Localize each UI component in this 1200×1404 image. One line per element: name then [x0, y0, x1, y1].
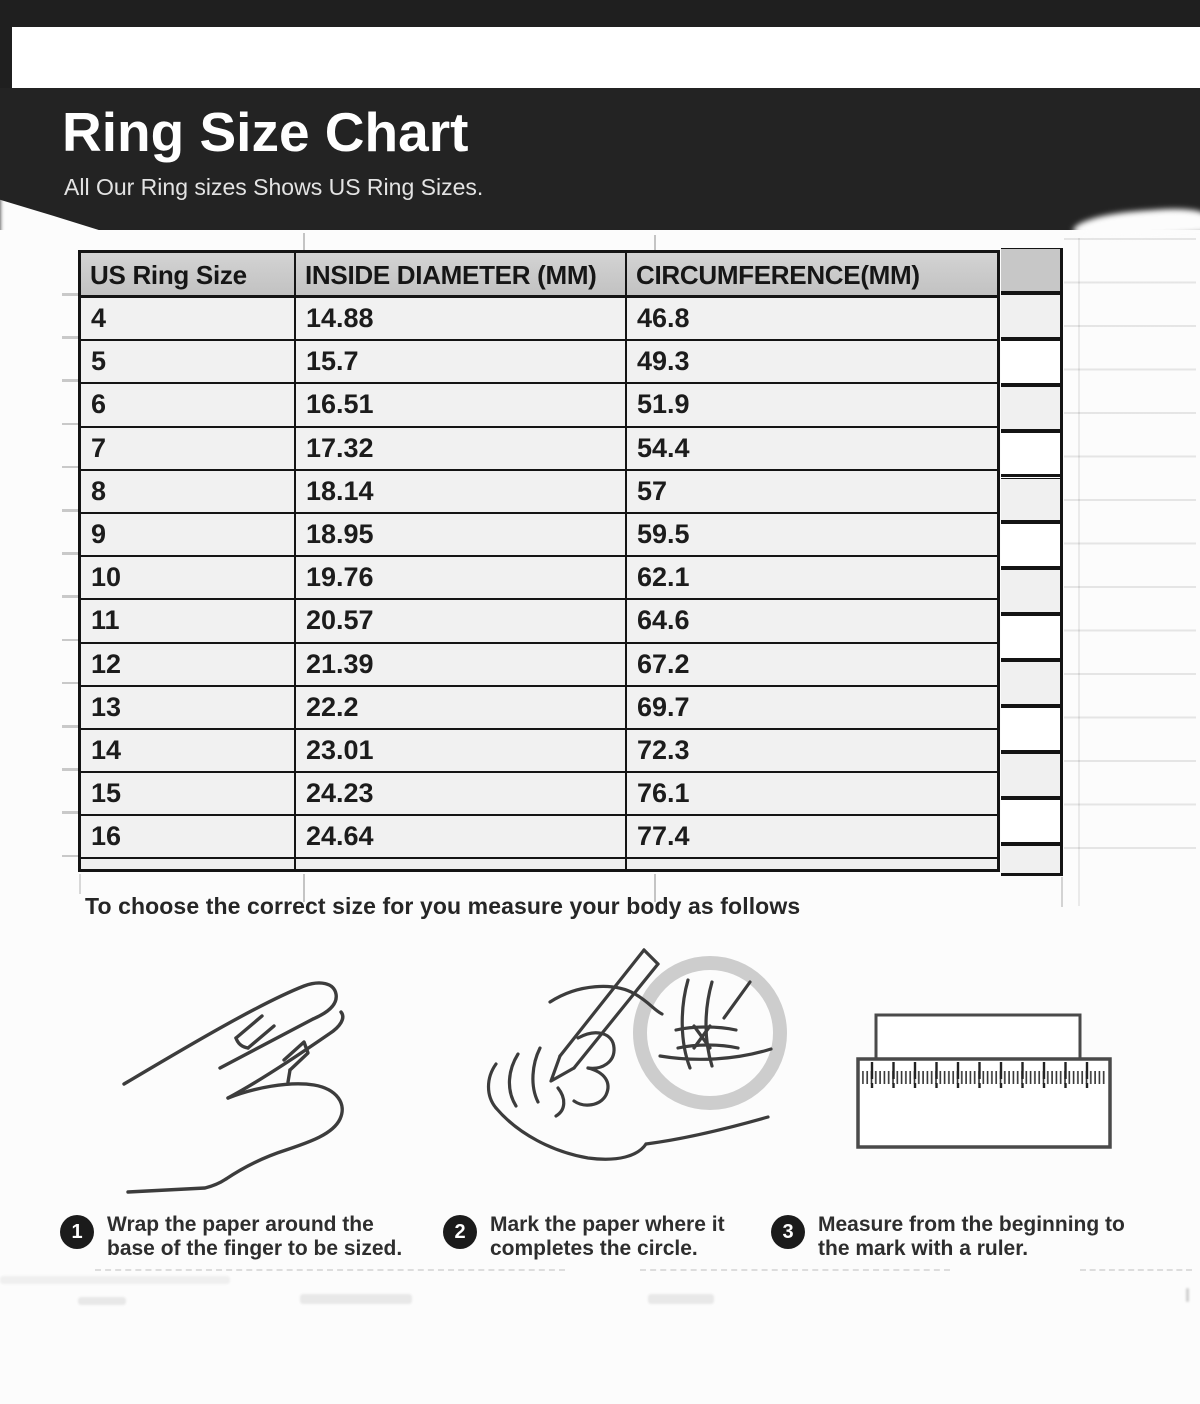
grid-tick — [62, 466, 79, 469]
table-cell: 51.9 — [627, 384, 997, 427]
step-2-number-badge — [443, 1215, 477, 1249]
table-cell: 14 — [81, 730, 296, 773]
offset-column-cell — [1001, 248, 1063, 294]
empty-table-cell — [627, 859, 997, 869]
empty-table-cell — [296, 859, 627, 869]
table-cell: 46.8 — [627, 298, 997, 341]
table-cell: 62.1 — [627, 557, 997, 600]
grid-tick — [62, 552, 79, 555]
table-cell: 77.4 — [627, 816, 997, 859]
table-cell: 54.4 — [627, 428, 997, 471]
grid-tick — [62, 379, 79, 382]
ghost-gridline — [654, 235, 656, 250]
page-subtitle: All Our Ring sizes Shows US Ring Sizes. — [64, 174, 484, 200]
offset-column-cell — [1001, 478, 1063, 524]
column-header-us-ring-size: US Ring Size — [81, 253, 296, 298]
table-cell: 8 — [81, 471, 296, 514]
grid-tick — [62, 725, 79, 728]
ghost-gridline — [79, 874, 81, 894]
empty-table-cell — [81, 859, 296, 869]
grid-tick — [62, 811, 79, 814]
column-header-inside-diameter: INSIDE DIAMETER (MM) — [296, 253, 627, 298]
table-cell: 10 — [81, 557, 296, 600]
step-2-text: Mark the paper where it completes the circle. — [490, 1213, 725, 1260]
table-cell: 7 — [81, 428, 296, 471]
grid-tick — [62, 639, 79, 642]
offset-column-cell — [1001, 294, 1063, 340]
offset-column-cell — [1001, 432, 1063, 478]
step-3-text: Measure from the beginning to the mark with a ruler. — [818, 1213, 1125, 1260]
step-1-number: 1 — [71, 1220, 83, 1243]
grid-tick — [62, 855, 79, 858]
background-grid — [1064, 238, 1196, 890]
faint-dashed-line — [1080, 1269, 1192, 1271]
table-cell: 16 — [81, 816, 296, 859]
hand-with-paper-strip-illustration — [108, 952, 396, 1204]
ruler-measuring-paper-illustration — [848, 1005, 1128, 1155]
step-3-number-badge — [771, 1215, 805, 1249]
step-1-number-badge — [60, 1215, 94, 1249]
table-cell: 12 — [81, 644, 296, 687]
offset-column-cell — [1001, 569, 1063, 615]
table-cell: 24.64 — [296, 816, 627, 859]
table-cell: 22.2 — [296, 687, 627, 730]
step-1-text: Wrap the paper around the base of the finger to be sized. — [107, 1213, 403, 1260]
grid-tick — [62, 293, 79, 296]
grid-tick — [62, 423, 79, 426]
table-cell: 17.32 — [296, 428, 627, 471]
step-2-number: 2 — [454, 1220, 466, 1243]
table-cell: 20.57 — [296, 600, 627, 643]
print-smudge — [78, 1297, 126, 1305]
offset-column-cell — [1001, 523, 1063, 569]
print-smudge — [0, 1276, 230, 1284]
table-cell: 18.95 — [296, 514, 627, 557]
print-smudge — [648, 1294, 714, 1304]
offset-column-cell — [1001, 615, 1063, 661]
offset-column-cell — [1001, 340, 1063, 386]
table-cell: 4 — [81, 298, 296, 341]
table-cell: 16.51 — [296, 384, 627, 427]
table-cell: 69.7 — [627, 687, 997, 730]
table-cell: 13 — [81, 687, 296, 730]
offset-column-cell — [1001, 707, 1063, 753]
white-stripe — [12, 27, 1200, 88]
torn-paper-edge-left — [0, 195, 102, 235]
table-cell: 64.6 — [627, 600, 997, 643]
hand-marking-paper-with-pencil-illustration — [438, 938, 800, 1210]
table-cell: 14.88 — [296, 298, 627, 341]
offset-column-cell — [1001, 845, 1063, 876]
table-cell: 9 — [81, 514, 296, 557]
table-cell: 21.39 — [296, 644, 627, 687]
grid-tick — [62, 768, 79, 771]
table-cell: 67.2 — [627, 644, 997, 687]
grid-tick — [62, 595, 79, 598]
column-header-circumference: CIRCUMFERENCE(MM) — [627, 253, 997, 298]
ghost-gridline — [1061, 877, 1063, 907]
offset-column-cell — [1001, 753, 1063, 799]
background-grid-line — [1078, 238, 1080, 906]
paper-strip — [876, 1015, 1080, 1061]
faint-dashed-line — [640, 1269, 950, 1271]
title-band — [0, 88, 1200, 230]
table-cell: 11 — [81, 600, 296, 643]
table-cell: 6 — [81, 384, 296, 427]
table-cell: 15 — [81, 773, 296, 816]
ring-size-table — [78, 250, 1000, 872]
print-smudge — [300, 1294, 412, 1304]
table-cell: 23.01 — [296, 730, 627, 773]
grid-tick — [62, 336, 79, 339]
table-cell: 72.3 — [627, 730, 997, 773]
grid-tick — [62, 509, 79, 512]
left-black-edge — [0, 0, 12, 92]
top-black-strip — [0, 0, 1200, 27]
torn-paper-edge-right — [1072, 206, 1200, 241]
grid-tick — [62, 682, 79, 685]
table-cell: 5 — [81, 341, 296, 384]
table-cell: 15.7 — [296, 341, 627, 384]
page-title: Ring Size Chart — [62, 101, 469, 163]
table-cell: 59.5 — [627, 514, 997, 557]
step-3-number: 3 — [782, 1220, 794, 1243]
offset-column-cell — [1001, 386, 1063, 432]
table-cell: 49.3 — [627, 341, 997, 384]
print-smudge — [1186, 1288, 1189, 1302]
offset-empty-column — [1001, 248, 1063, 876]
table-cell: 57 — [627, 471, 997, 514]
ghost-gridline — [303, 233, 305, 250]
table-cell: 19.76 — [296, 557, 627, 600]
table-cell: 18.14 — [296, 471, 627, 514]
faint-dashed-line — [95, 1269, 565, 1271]
ruler-major-ticks — [862, 1062, 1106, 1088]
measure-instructions-heading: To choose the correct size for you measure your body as follows — [85, 893, 801, 919]
offset-column-cell — [1001, 799, 1063, 845]
table-cell: 76.1 — [627, 773, 997, 816]
table-cell: 24.23 — [296, 773, 627, 816]
offset-column-cell — [1001, 661, 1063, 707]
